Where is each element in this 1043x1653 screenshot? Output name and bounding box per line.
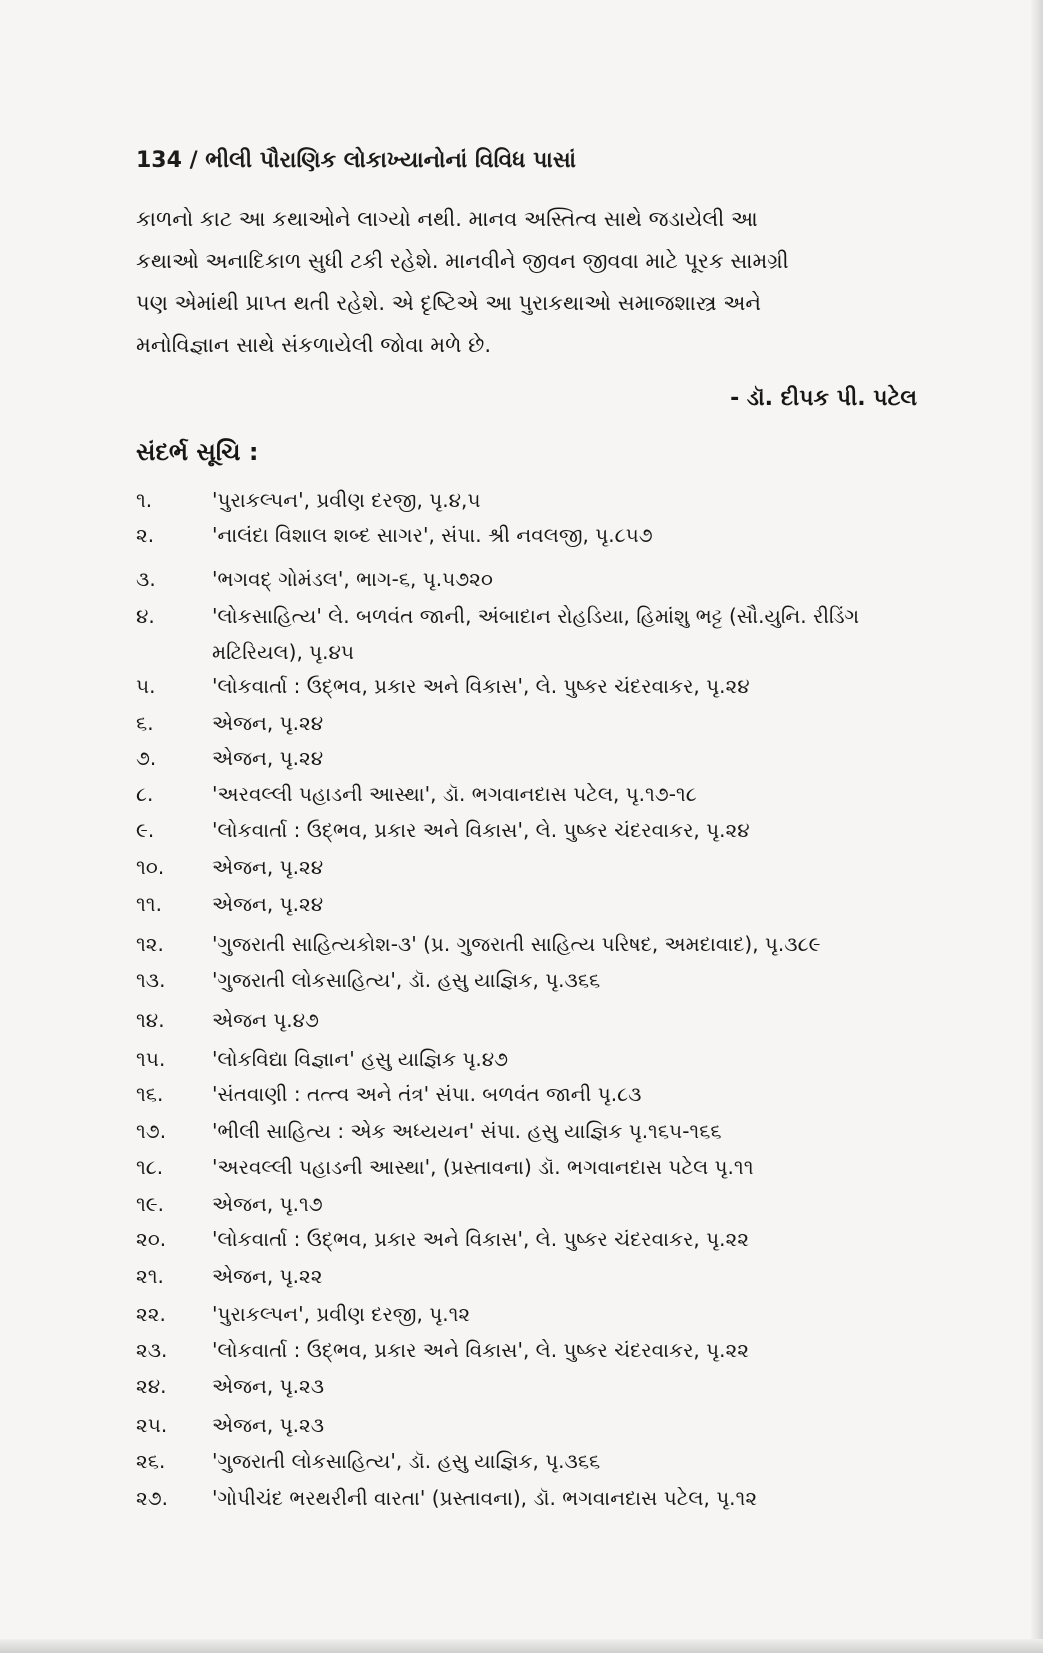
reference-text: 'લોકવાર્તા : ઉદ્ભવ, પ્રકાર અને વિકાસ', લે. પુષ્કર ચંદરવાકર, પૃ.૨૪ <box>212 818 750 842</box>
reference-text: 'ગુજરાતી લોકસાહિત્ય', ડૉ. હસુ યાજ્ઞિક, પૃ.૩૬૬ <box>212 968 601 992</box>
reference-text: 'નાલંદા વિશાલ શબ્દ સાગર', સંપા. શ્રી નવલજી, પૃ.૮૫૭ <box>212 523 653 547</box>
reference-text: 'લોકવાર્તા : ઉદ્ભવ, પ્રકાર અને વિકાસ', લે. પુષ્કર ચંદરવાકર, પૃ.૨૨ <box>212 1227 749 1251</box>
reference-number: ૯. <box>136 818 155 842</box>
reference-text: એજન, પૃ.૧૭ <box>212 1192 323 1216</box>
reference-number: ૨૦. <box>136 1227 167 1251</box>
reference-number: ૧૯. <box>136 1192 164 1216</box>
reference-text: 'લોકસાહિત્ય' લે. બળવંત જાની, અંબાદાન રોહડિયા, હિમાંશુ ભટ્ટ (સૌ.યુનિ. રીડિંગ <box>212 604 860 628</box>
reference-number: ૧૨. <box>136 932 164 956</box>
reference-number: ૨૧. <box>136 1264 164 1288</box>
reference-number: ૨૩. <box>136 1338 168 1362</box>
reference-text: 'ભીલી સાહિત્ય : એક અધ્યયન' સંપા. હસુ યાજ્ઞિક પૃ.૧૬૫-૧૬૬ <box>212 1119 722 1143</box>
reference-number: ૧૫. <box>136 1047 166 1071</box>
reference-number: ૧૧. <box>136 892 162 916</box>
reference-text: 'ભગવદ્ ગોમંડલ', ભાગ-૬, પૃ.૫૭૨૦ <box>212 567 493 591</box>
paragraph-line-2: કથાઓ અનાદિકાળ સુધી ટકી રહેશે. માનવીને જીવન જીવવા માટે પૂરક સામગ્રી <box>136 249 789 273</box>
reference-number: ૭. <box>136 746 157 770</box>
page-header: 134 / ભીલી પૌરાણિક લોકાખ્યાનોનાં વિવિધ પાસાં <box>136 148 577 173</box>
reference-number: ૮. <box>136 782 154 806</box>
reference-number: ૧૭. <box>136 1119 167 1143</box>
reference-text: એજન, પૃ.૨૩ <box>212 1413 325 1437</box>
reference-text: 'ગોપીચંદ ભરથરીની વારતા' (પ્રસ્તાવના), ડૉ. ભગવાનદાસ પટેલ, પૃ.૧૨ <box>212 1486 758 1510</box>
paragraph-line-3: પણ એમાંથી પ્રાપ્ત થતી રહેશે. એ દૃષ્ટિએ આ પુરાકથાઓ સમાજશાસ્ત્ર અને <box>136 291 762 315</box>
reference-text: 'પુરાકલ્પન', પ્રવીણ દરજી, પૃ.૧૨ <box>212 1302 471 1326</box>
reference-text: 'લોકવિદ્યા વિજ્ઞાન' હસુ યાજ્ઞિક પૃ.૪૭ <box>212 1047 509 1071</box>
reference-number: ૩. <box>136 567 156 591</box>
reference-number: ૨૭. <box>136 1486 168 1510</box>
reference-text: 'ગુજરાતી લોકસાહિત્ય', ડૉ. હસુ યાજ્ઞિક, પૃ.૩૬૬ <box>212 1449 601 1473</box>
reference-text: એજન પૃ.૪૭ <box>212 1008 319 1032</box>
reference-text: એજન, પૃ.૨૪ <box>212 711 324 735</box>
reference-number: ૧૪. <box>136 1008 165 1032</box>
reference-number: ૧૮. <box>136 1155 164 1179</box>
reference-number: ૬. <box>136 711 154 735</box>
reference-text: 'અરવલ્લી પહાડની આસ્થા', (પ્રસ્તાવના) ડૉ. ભગવાનદાસ પટેલ પૃ.૧૧ <box>212 1155 754 1179</box>
page-edge-shadow <box>1031 0 1043 1653</box>
reference-text: 'ગુજરાતી સાહિત્યકોશ-૩' (પ્ર. ગુજરાતી સાહિત્ય પરિષદ, અમદાવાદ), પૃ.૩૮૯ <box>212 932 821 956</box>
reference-text: 'અરવલ્લી પહાડની આસ્થા', ડૉ. ભગવાનદાસ પટેલ, પૃ.૧૭-૧૮ <box>212 782 697 806</box>
reference-number: ૫. <box>136 674 156 698</box>
reference-text: 'લોકવાર્તા : ઉદ્ભવ, પ્રકાર અને વિકાસ', લે. પુષ્કર ચંદરવાકર, પૃ.૨૪ <box>212 674 750 698</box>
reference-text: 'લોકવાર્તા : ઉદ્ભવ, પ્રકાર અને વિકાસ', લે. પુષ્કર ચંદરવાકર, પૃ.૨૨ <box>212 1338 749 1362</box>
reference-number: ૧૩. <box>136 968 166 992</box>
reference-text: એજન, પૃ.૨૩ <box>212 1374 325 1398</box>
reference-text: 'પુરાકલ્પન', પ્રવીણ દરજી, પૃ.૪,૫ <box>212 488 481 512</box>
reference-number: ૨. <box>136 523 155 547</box>
reference-number: ૪. <box>136 604 155 628</box>
reference-number: ૨૨. <box>136 1302 166 1326</box>
reference-number: ૨૪. <box>136 1374 167 1398</box>
reference-text: એજન, પૃ.૨૪ <box>212 892 324 916</box>
reference-number: ૧૦. <box>136 855 165 879</box>
reference-text: 'સંતવાણી : તત્ત્વ અને તંત્ર' સંપા. બળવંત જાની પૃ.૮૩ <box>212 1082 642 1106</box>
paragraph-line-4: મનોવિજ્ઞાન સાથે સંકળાયેલી જોવા મળે છે. <box>136 333 492 357</box>
paragraph-line-1: કાળનો કાટ આ કથાઓને લાગ્યો નથી. માનવ અસ્તિત્વ સાથે જડાયેલી આ <box>136 207 758 231</box>
reference-text: એજન, પૃ.૨૨ <box>212 1264 323 1288</box>
reference-text: એજન, પૃ.૨૪ <box>212 855 324 879</box>
author-signature: - ડૉ. દીપક પી. પટેલ <box>730 386 917 411</box>
reference-text: એજન, પૃ.૨૪ <box>212 746 324 770</box>
reference-number: ૨૬. <box>136 1449 166 1473</box>
page-bottom-shadow <box>0 1639 1043 1653</box>
reference-number: ૧૬. <box>136 1082 164 1106</box>
reference-number: ૨૫. <box>136 1413 168 1437</box>
reference-number: ૧. <box>136 488 153 512</box>
reference-text-continuation: મટિરિયલ), પૃ.૪૫ <box>212 640 355 664</box>
references-heading: સંદર્ભ સૂચિ : <box>136 438 259 466</box>
